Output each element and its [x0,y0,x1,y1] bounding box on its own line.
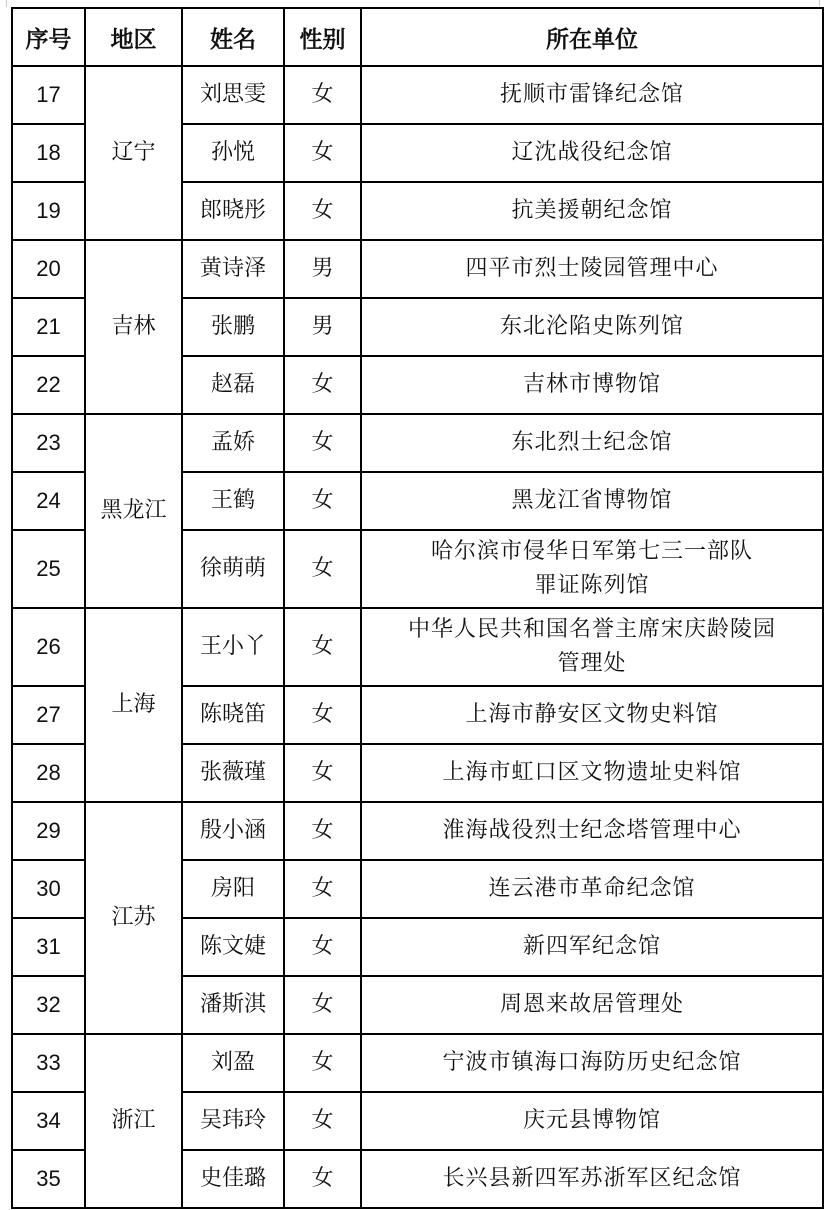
row-unit [361,608,823,686]
row-seq: 25 [12,530,85,608]
unit-line: 上海市虹口区文物遗址史料馆 [442,760,742,785]
row-gender: 女 [284,976,361,1034]
row-gender: 男 [284,298,361,356]
row-name: 徐萌萌 [182,530,284,608]
unit-line: 罪证陈列馆 [534,573,650,598]
row-name: 刘思雯 [182,66,284,124]
unit-line: 上海市静安区文物史料馆 [465,702,719,727]
table-row [12,1034,823,1092]
unit-line: 宁波市镇海口海防历史纪念馆 [442,1050,742,1075]
row-seq: 34 [12,1092,85,1150]
row-gender: 女 [284,860,361,918]
row-unit [361,976,823,1034]
unit-line: 淮海战役烈士纪念塔管理中心 [442,818,742,843]
row-seq: 29 [12,802,85,860]
table-row [12,414,823,472]
row-gender: 女 [284,414,361,472]
region-cell: 吉林 [85,240,182,414]
row-name: 赵磊 [182,356,284,414]
row-seq: 18 [12,124,85,182]
unit-line: 东北沦陷史陈列馆 [499,314,684,339]
header-seq: 序号 [12,8,85,66]
row-seq: 20 [12,240,85,298]
row-gender: 女 [284,472,361,530]
row-gender: 女 [284,124,361,182]
row-name: 王小丫 [182,608,284,686]
row-unit [361,66,823,124]
row-seq: 26 [12,608,85,686]
row-unit [361,182,823,240]
row-unit [361,802,823,860]
header-unit: 所在单位 [361,8,823,66]
row-name: 张鹏 [182,298,284,356]
row-name: 潘斯淇 [182,976,284,1034]
row-seq: 28 [12,744,85,802]
header-gender: 性别 [284,8,361,66]
header-name: 姓名 [182,8,284,66]
row-seq: 33 [12,1034,85,1092]
row-gender: 女 [284,356,361,414]
row-unit [361,1034,823,1092]
row-name: 王鹤 [182,472,284,530]
row-gender: 女 [284,530,361,608]
row-seq: 24 [12,472,85,530]
page-edge-mark-right [819,0,820,7]
table-row [12,240,823,298]
row-seq: 35 [12,1150,85,1208]
row-unit [361,918,823,976]
row-gender: 女 [284,918,361,976]
row-name: 孟娇 [182,414,284,472]
row-name: 孙悦 [182,124,284,182]
row-seq: 32 [12,976,85,1034]
row-seq: 23 [12,414,85,472]
region-cell: 江苏 [85,802,182,1034]
row-unit [361,124,823,182]
row-gender: 女 [284,1150,361,1208]
unit-line: 中华人民共和国名誉主席宋庆龄陵园 [407,617,776,642]
table-row [12,608,823,686]
unit-line: 长兴县新四军苏浙军区纪念馆 [442,1166,742,1191]
row-name: 陈晓笛 [182,686,284,744]
row-unit [361,240,823,298]
region-cell: 上海 [85,608,182,802]
unit-line: 新四军纪念馆 [522,934,661,959]
row-gender: 女 [284,182,361,240]
row-unit [361,298,823,356]
row-name: 张薇瑾 [182,744,284,802]
row-gender: 女 [284,1034,361,1092]
row-seq: 21 [12,298,85,356]
row-seq: 31 [12,918,85,976]
unit-line: 管理处 [557,651,627,676]
page-edge-mark-left [6,0,7,7]
table-header-row [12,8,823,66]
unit-line: 黑龙江省博物馆 [511,488,673,513]
unit-line: 庆元县博物馆 [522,1108,661,1133]
row-gender: 女 [284,608,361,686]
row-unit [361,530,823,608]
row-gender: 女 [284,66,361,124]
table-body [12,66,823,1208]
row-gender: 女 [284,686,361,744]
unit-line: 东北烈士纪念馆 [511,430,673,455]
row-gender: 女 [284,1092,361,1150]
region-cell: 辽宁 [85,66,182,240]
row-seq: 30 [12,860,85,918]
header-region: 地区 [85,8,182,66]
row-gender: 女 [284,744,361,802]
unit-line: 抗美援朝纪念馆 [511,198,673,223]
unit-line: 哈尔滨市侵华日军第七三一部队 [430,539,753,564]
row-unit [361,356,823,414]
region-cell: 黑龙江 [85,414,182,608]
row-seq: 22 [12,356,85,414]
unit-line: 连云港市革命纪念馆 [488,876,696,901]
row-name: 郎晓彤 [182,182,284,240]
row-name: 房阳 [182,860,284,918]
unit-line: 抚顺市雷锋纪念馆 [499,82,684,107]
row-name: 殷小涵 [182,802,284,860]
row-name: 黄诗泽 [182,240,284,298]
personnel-table [11,7,824,1209]
region-cell: 浙江 [85,1034,182,1208]
row-gender: 男 [284,240,361,298]
unit-line: 四平市烈士陵园管理中心 [465,256,719,281]
unit-line: 吉林市博物馆 [522,372,661,397]
row-name: 史佳璐 [182,1150,284,1208]
row-name: 刘盈 [182,1034,284,1092]
row-unit [361,472,823,530]
row-unit [361,744,823,802]
row-unit [361,1150,823,1208]
table-row [12,66,823,124]
row-unit [361,686,823,744]
table-row [12,802,823,860]
row-name: 吴玮玲 [182,1092,284,1150]
unit-line: 周恩来故居管理处 [499,992,684,1017]
row-unit [361,1092,823,1150]
row-unit [361,860,823,918]
row-seq: 19 [12,182,85,240]
row-name: 陈文婕 [182,918,284,976]
row-seq: 17 [12,66,85,124]
row-unit [361,414,823,472]
row-gender: 女 [284,802,361,860]
unit-line: 辽沈战役纪念馆 [511,140,673,165]
row-seq: 27 [12,686,85,744]
